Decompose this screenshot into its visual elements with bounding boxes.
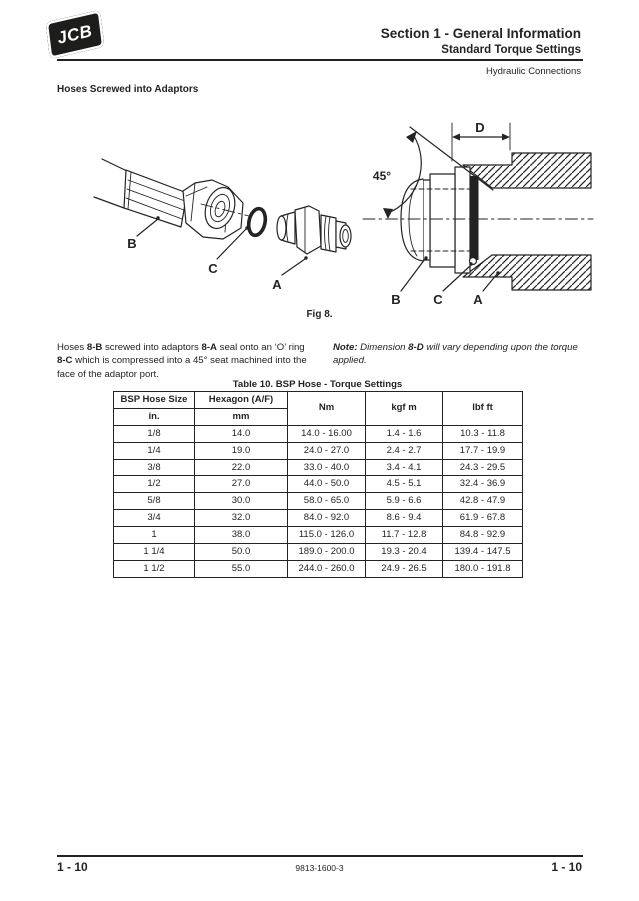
cell-hex: 55.0 [195, 560, 288, 577]
cell-hex: 27.0 [195, 476, 288, 493]
subsection-title: Standard Torque Settings [441, 44, 581, 57]
table-header-row [114, 392, 523, 409]
table-row [114, 527, 523, 544]
callout-a: A [272, 277, 282, 292]
callout-a: A [473, 292, 483, 307]
header-rule [57, 59, 583, 61]
cell-lbf: 32.4 - 36.9 [443, 476, 523, 493]
cell-kgf: 1.4 - 1.6 [366, 425, 443, 442]
cell-size: 1/4 [114, 442, 195, 459]
cell-hex: 32.0 [195, 510, 288, 527]
cell-lbf: 139.4 - 147.5 [443, 543, 523, 560]
cell-size: 5/8 [114, 493, 195, 510]
cell-lbf: 24.3 - 29.5 [443, 459, 523, 476]
table-row [114, 560, 523, 577]
figure-caption: Fig 8. [306, 309, 333, 320]
table-row [114, 476, 523, 493]
cell-kgf: 3.4 - 4.1 [366, 459, 443, 476]
figure-exploded-view [57, 112, 362, 312]
text-fragment: Hoses [57, 341, 87, 353]
cell-lbf: 17.7 - 19.9 [443, 442, 523, 459]
note-text [333, 341, 585, 368]
cell-kgf: 8.6 - 9.4 [366, 510, 443, 527]
col-unit-mm: mm [195, 408, 288, 425]
page-number-right: 1 - 10 [551, 860, 582, 874]
page-header [381, 26, 581, 58]
cell-lbf: 84.8 - 92.9 [443, 527, 523, 544]
page-heading: Hoses Screwed into Adaptors [57, 84, 199, 95]
table-row [114, 442, 523, 459]
cell-kgf: 24.9 - 26.5 [366, 560, 443, 577]
table-row [114, 510, 523, 527]
footer-rule [57, 855, 583, 857]
cell-size: 1 1/4 [114, 543, 195, 560]
figure-section-view [355, 110, 595, 322]
cell-nm: 115.0 - 126.0 [288, 527, 366, 544]
adaptor [277, 206, 351, 254]
jcb-logo-text: JCB [55, 20, 95, 48]
cell-size: 3/4 [114, 510, 195, 527]
compressed-o-ring [471, 176, 479, 260]
table-row [114, 459, 523, 476]
text-fragment: screwed into adaptors [102, 341, 202, 353]
cell-nm: 24.0 - 27.0 [288, 442, 366, 459]
table-row [114, 425, 523, 442]
callout-b: B [391, 292, 401, 307]
cell-lbf: 42.8 - 47.9 [443, 493, 523, 510]
cell-size: 1 1/2 [114, 560, 195, 577]
cell-nm: 58.0 - 65.0 [288, 493, 366, 510]
text-fragment: will vary depending upon the torque applied. [333, 341, 578, 367]
hose-ferrule [124, 170, 187, 227]
col-header-lbfft: lbf ft [443, 392, 523, 426]
col-header-nm: Nm [288, 392, 366, 426]
doc-code: 9813-1600-3 [295, 863, 344, 873]
ref-8b: 8-B [86, 341, 103, 353]
callout-c: C [433, 292, 443, 307]
col-header-hexagon: Hexagon (A/F) [195, 392, 288, 409]
cell-hex: 22.0 [195, 459, 288, 476]
cell-lbf: 180.0 - 191.8 [443, 560, 523, 577]
table-row [114, 543, 523, 560]
angle-label: 45° [372, 169, 392, 183]
cell-hex: 30.0 [195, 493, 288, 510]
jcb-logo [45, 10, 104, 60]
cell-nm: 33.0 - 40.0 [288, 459, 366, 476]
ref-8c: 8-C [57, 355, 73, 367]
dim-d-label: D [475, 120, 485, 135]
torque-table [113, 391, 523, 578]
cell-lbf: 61.9 - 67.8 [443, 510, 523, 527]
col-header-bsp-hose-size: BSP Hose Size [114, 392, 195, 409]
cell-nm: 14.0 - 16.00 [288, 425, 366, 442]
cell-hex: 14.0 [195, 425, 288, 442]
cell-kgf: 2.4 - 2.7 [366, 442, 443, 459]
table-title: Table 10. BSP Hose - Torque Settings [232, 379, 403, 390]
swivel-nut [183, 180, 243, 239]
text-fragment: which is compressed into a 45° seat machined into the face of the adaptor port. [57, 355, 307, 380]
figure-description [57, 341, 311, 382]
col-unit-in: in. [114, 408, 195, 425]
hose-outline [94, 159, 127, 208]
cell-kgf: 5.9 - 6.6 [366, 493, 443, 510]
cell-nm: 84.0 - 92.0 [288, 510, 366, 527]
text-fragment: Dimension [357, 341, 409, 353]
cell-size: 1/8 [114, 425, 195, 442]
hose-fitting-section [401, 167, 477, 273]
cell-size: 1 [114, 527, 195, 544]
cell-size: 1/2 [114, 476, 195, 493]
note-label: Note: [333, 341, 358, 353]
cell-nm: 244.0 - 260.0 [288, 560, 366, 577]
col-header-kgfm: kgf m [366, 392, 443, 426]
cell-size: 3/8 [114, 459, 195, 476]
table-row [114, 493, 523, 510]
cell-lbf: 10.3 - 11.8 [443, 425, 523, 442]
cell-kgf: 19.3 - 20.4 [366, 543, 443, 560]
cell-hex: 19.0 [195, 442, 288, 459]
page-number-left: 1 - 10 [57, 860, 88, 874]
callout-b: B [127, 236, 137, 251]
cell-hex: 38.0 [195, 527, 288, 544]
cell-kgf: 11.7 - 12.8 [366, 527, 443, 544]
callout-c: C [208, 261, 218, 276]
text-fragment: seal onto an ‘O’ ring [217, 341, 305, 353]
adaptor-port-section [463, 153, 591, 290]
cell-nm: 44.0 - 50.0 [288, 476, 366, 493]
cell-kgf: 4.5 - 5.1 [366, 476, 443, 493]
ref-8d: 8-D [408, 341, 424, 353]
ref-8a: 8-A [201, 341, 217, 353]
cell-hex: 50.0 [195, 543, 288, 560]
o-ring [246, 207, 267, 237]
topic-label: Hydraulic Connections [485, 66, 581, 77]
cell-nm: 189.0 - 200.0 [288, 543, 366, 560]
section-title: Section 1 - General Information [380, 26, 581, 41]
